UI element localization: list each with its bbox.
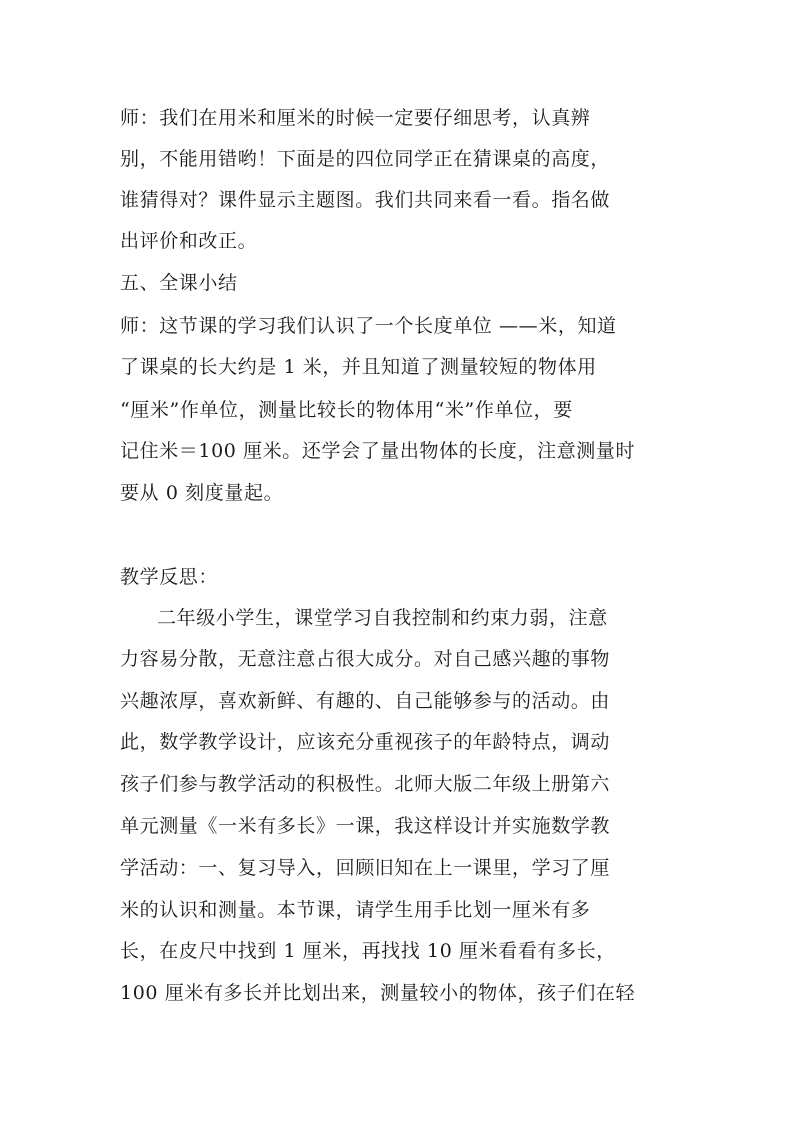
text-line: 长，在皮尺中找到 1 厘米，再找找 10 厘米看看有多长， (120, 940, 616, 962)
text-line: 师：这节课的学习我们认识了一个长度单位 ——米，知道 (120, 315, 617, 337)
reflection-heading: 教学反思： (120, 566, 219, 588)
text-line: 单元测量《一米有多长》一课，我这样设计并实施数学教 (120, 815, 611, 837)
text-line: 谁猜得对？课件显示主题图。我们共同来看一看。指名做 (120, 189, 611, 211)
text-line: 了课桌的长大约是 1 米，并且知道了测量较短的物体用 (120, 356, 597, 378)
text-line: 师：我们在用米和厘米的时候一定要仔细思考，认真辨 (120, 107, 591, 129)
text-line: 别，不能用错哟！下面是的四位同学正在猜课桌的高度， (120, 148, 611, 170)
text-line: 力容易分散，无意注意占很大成分。对自己感兴趣的事物 (120, 648, 611, 670)
section-heading: 五、全课小结 (120, 272, 238, 294)
text-line: “厘米”作单位，测量比较长的物体用“米”作单位，要 (120, 399, 573, 421)
text-line: 100 厘米有多长并比划出来，测量较小的物体，孩子们在轻 (120, 982, 636, 1004)
text-line: 米的认识和测量。本节课，请学生用手比划一厘米有多 (120, 899, 591, 921)
text-line: 孩子们参与教学活动的积极性。北师大版二年级上册第六 (120, 773, 611, 795)
text-line: 学活动：一、复习导入，回顾旧知在上一课里，学习了厘 (120, 857, 611, 879)
text-line: 出评价和改正。 (120, 230, 258, 252)
text-line: 此，数学教学设计，应该充分重视孩子的年龄特点，调动 (120, 731, 611, 753)
text-line: 兴趣浓厚，喜欢新鲜、有趣的、自己能够参与的活动。由 (120, 690, 611, 712)
paragraph-first-line: 二年级小学生，课堂学习自我控制和约束力弱，注意 (157, 607, 608, 629)
text-line: 记住米＝100 厘米。还学会了量出物体的长度，注意测量时 (120, 440, 636, 462)
text-line: 要从 0 刻度量起。 (120, 482, 284, 504)
